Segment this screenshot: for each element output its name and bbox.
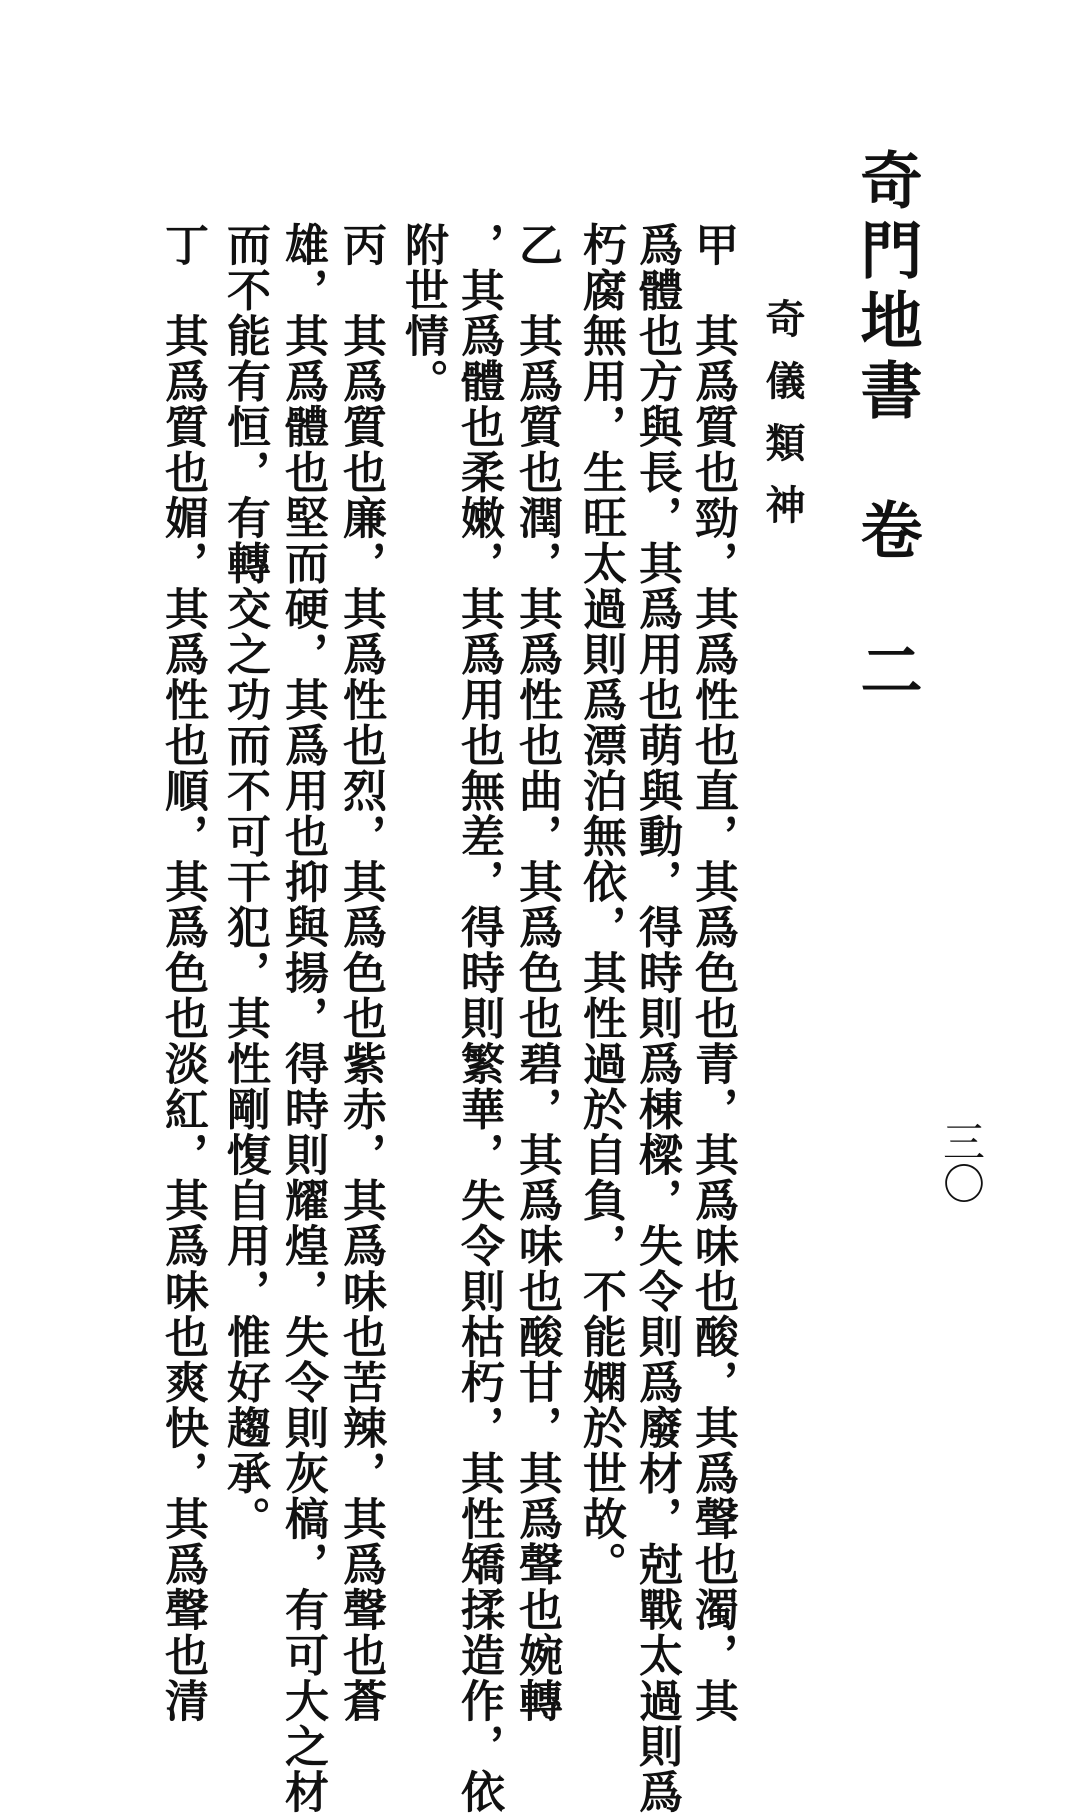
text-column: 而不能有恒，有轉交之功而不可干犯，其性剛愎自用，惟好趨承。 bbox=[219, 222, 270, 1542]
text-column: 附世情。 bbox=[397, 222, 448, 404]
text-column: 甲 其爲質也勁，其爲性也直，其爲色也青，其爲味也酸，其爲聲也濁，其 bbox=[687, 222, 738, 1724]
page-number: 三〇 bbox=[937, 1120, 986, 1204]
text-column: 爲體也方與長，其爲用也萌與動，得時則爲棟樑，失令則爲廢材，尅戰太過則爲 bbox=[631, 222, 682, 1815]
text-column: 丙 其爲質也廉，其爲性也烈，其爲色也紫赤，其爲味也苦辣，其爲聲也蒼 bbox=[335, 222, 386, 1724]
section-title: 奇儀類神 bbox=[759, 298, 806, 546]
text-column: 朽腐無用，生旺太過則爲漂泊無依，其性過於自負，不能嫻於世故。 bbox=[575, 222, 626, 1587]
text-column: 丁 其爲質也媚，其爲性也順，其爲色也淡紅，其爲味也爽快，其爲聲也清 bbox=[157, 222, 208, 1724]
page-title: 奇門地書 卷 二 bbox=[850, 148, 923, 708]
text-column: 乙 其爲質也潤，其爲性也曲，其爲色也碧，其爲味也酸甘，其爲聲也婉轉 bbox=[511, 222, 562, 1724]
text-column: ，其爲體也柔嫩，其爲用也無差，得時則繁華，失令則枯朽，其性矯揉造作，依 bbox=[453, 222, 504, 1815]
text-column: 雄，其爲體也堅而硬，其爲用也抑與揚，得時則耀煌，失令則灰槁，有可大之材 bbox=[277, 222, 328, 1815]
